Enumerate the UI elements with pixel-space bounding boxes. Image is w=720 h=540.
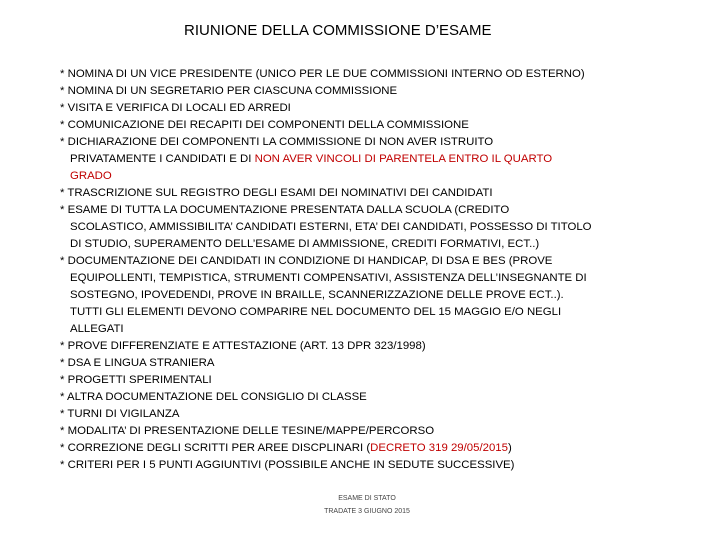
list-item-continuation: TUTTI GLI ELEMENTI DEVONO COMPARIRE NEL DOCUMENTO DEL 15 MAGGIO E/O NEGLI [70, 306, 562, 318]
list-item: * TURNI DI VIGILANZA [60, 408, 180, 420]
list-item: * COMUNICAZIONE DEI RECAPITI DEI COMPONENTI DELLA COMMISSIONE [60, 119, 469, 131]
footer-line-2: TRADATE 3 GIUGNO 2015 [324, 508, 410, 515]
list-item-continuation [60, 151, 660, 168]
list-item [60, 440, 660, 457]
list-item: * PROVE DIFFERENZIATE E ATTESTAZIONE (ART. 13 DPR 323/1998) [60, 340, 426, 352]
list-item: * NOMINA DI UN VICE PRESIDENTE (UNICO PER LE DUE COMMISSIONI INTERNO OD ESTERNO) [60, 68, 585, 80]
footer-line-1: ESAME DI STATO [338, 495, 396, 502]
list-item: * NOMINA DI UN SEGRETARIO PER CIASCUNA COMMISSIONE [60, 85, 398, 97]
highlighted-text: GRADO [70, 170, 112, 182]
page-title: RIUNIONE DELLA COMMISSIONE D’ESAME [184, 22, 492, 39]
list-item-text: PRIVATAMENTE I CANDIDATI E DI [70, 153, 255, 165]
list-item-text: * CORREZIONE DEGLI SCRITTI PER AREE DISCPLINARI ( [60, 442, 371, 454]
list-item-continuation: ALLEGATI [70, 323, 124, 335]
list-item: * DICHIARAZIONE DEI COMPONENTI LA COMMISSIONE DI NON AVER ISTRUITO [60, 136, 494, 148]
list-item-continuation: SOSTEGNO, IPOVEDENDI, PROVE IN BRAILLE, SCANNERIZZAZIONE DELLE PROVE ECT..). [70, 289, 564, 301]
list-item: * ESAME DI TUTTA LA DOCUMENTAZIONE PRESENTATA DALLA SCUOLA (CREDITO [60, 204, 510, 216]
list-item: * MODALITA’ DI PRESENTAZIONE DELLE TESINE/MAPPE/PERCORSO [60, 425, 435, 437]
list-item: * DOCUMENTAZIONE DEI CANDIDATI IN CONDIZIONE DI HANDICAP, DI DSA E BES (PROVE [60, 255, 553, 267]
list-item: * VISITA E VERIFICA DI LOCALI ED ARREDI [60, 102, 291, 114]
list-item-text: ) [507, 442, 512, 454]
list-item: * CRITERI PER I 5 PUNTI AGGIUNTIVI (POSSIBILE ANCHE IN SEDUTE SUCCESSIVE) [60, 459, 515, 471]
list-item: * TRASCRIZIONE SUL REGISTRO DEGLI ESAMI DEI NOMINATIVI DEI CANDIDATI [60, 187, 493, 199]
list-item: * ALTRA DOCUMENTAZIONE DEL CONSIGLIO DI CLASSE [60, 391, 367, 403]
highlighted-text: DECRETO 319 29/05/2015 [370, 442, 508, 454]
agenda-list [60, 66, 660, 474]
list-item: * PROGETTI SPERIMENTALI [60, 374, 212, 386]
list-item-continuation: SCOLASTICO, AMMISSIBILITA’ CANDIDATI ESTERNI, ETA’ DEI CANDIDATI, POSSESSO DI TITOLO [70, 221, 592, 233]
highlighted-text: NON AVER VINCOLI DI PARENTELA ENTRO IL QUARTO [254, 153, 553, 165]
list-item: * DSA E LINGUA STRANIERA [60, 357, 215, 369]
list-item-continuation: DI STUDIO, SUPERAMENTO DELL’ESAME DI AMMISSIONE, CREDITI FORMATIVI, ECT..) [70, 238, 540, 250]
list-item-continuation: EQUIPOLLENTI, TEMPISTICA, STRUMENTI COMPENSATIVI, ASSISTENZA DELL’INSEGNANTE DI [70, 272, 587, 284]
